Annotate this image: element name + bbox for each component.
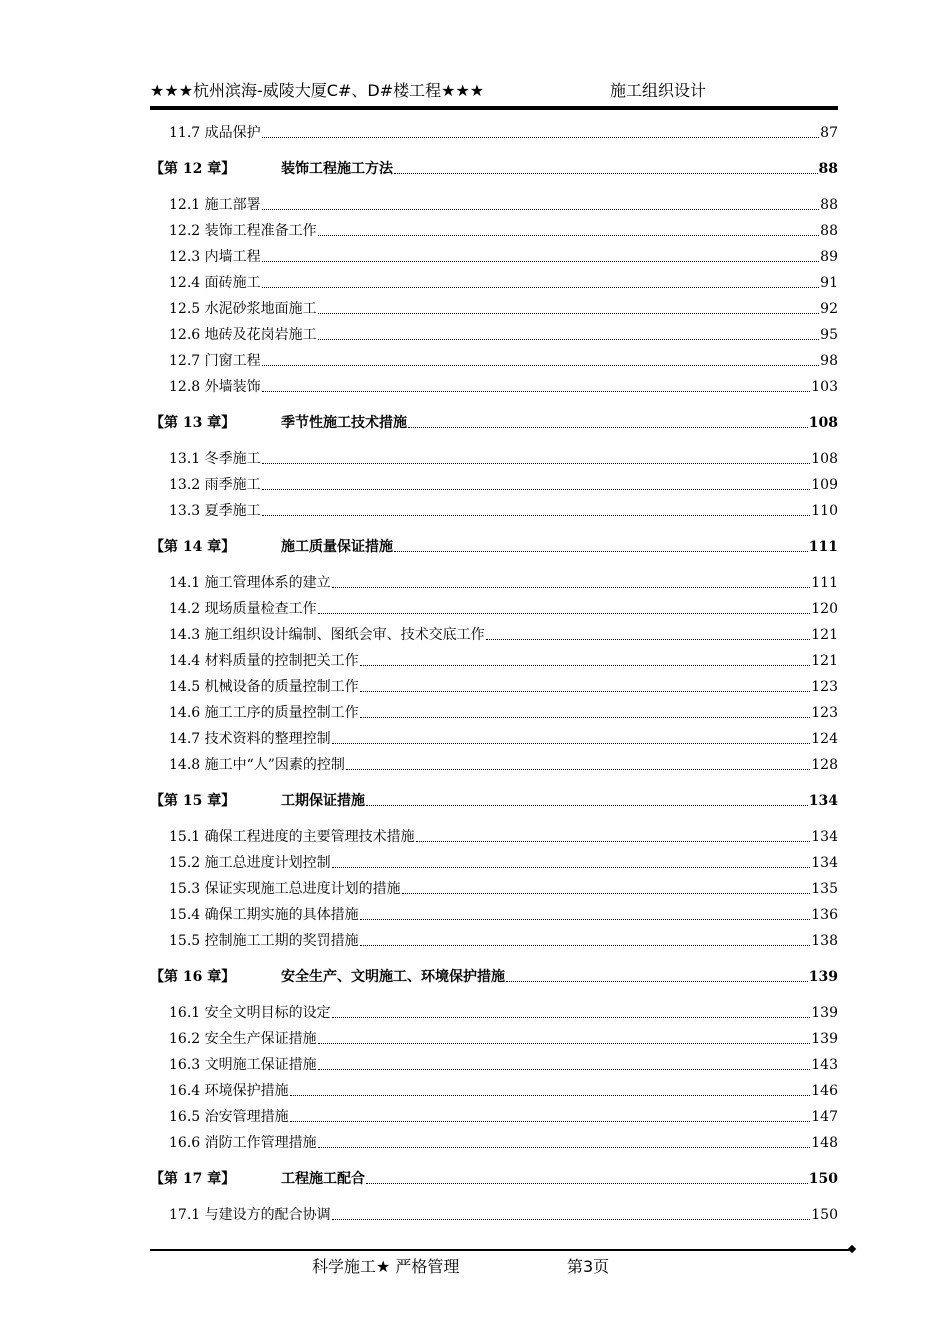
toc-section-entry[interactable] bbox=[150, 270, 838, 292]
toc-section-entry[interactable] bbox=[150, 674, 838, 696]
toc-section-entry[interactable] bbox=[150, 752, 838, 774]
toc-page-number: 91 bbox=[820, 275, 838, 291]
toc-chapter-entry[interactable] bbox=[150, 964, 838, 986]
toc-dot-leader bbox=[394, 551, 808, 552]
toc-section-entry[interactable] bbox=[150, 876, 838, 898]
toc-section-label: 16.5 治安管理措施 bbox=[169, 1109, 289, 1125]
toc-section-entry[interactable] bbox=[150, 1026, 838, 1048]
toc-dot-leader bbox=[506, 981, 808, 982]
toc-page-number: 87 bbox=[820, 125, 838, 141]
toc-page-number: 103 bbox=[811, 379, 838, 395]
toc-section-entry[interactable] bbox=[150, 928, 838, 950]
toc-page-number: 128 bbox=[811, 757, 838, 773]
toc-section-label: 16.1 安全文明目标的设定 bbox=[169, 1005, 331, 1021]
toc-section-label: 14.6 施工工序的质量控制工作 bbox=[169, 705, 359, 721]
header-rule bbox=[150, 106, 838, 110]
toc-section-entry[interactable] bbox=[150, 192, 838, 214]
toc-page-number: 98 bbox=[820, 353, 838, 369]
toc-chapter-title: 季节性施工技术措施 bbox=[281, 415, 407, 431]
toc-dot-leader bbox=[262, 515, 811, 516]
toc-dot-leader bbox=[402, 893, 811, 894]
toc-page-number: 136 bbox=[811, 907, 838, 923]
toc-chapter-title: 工期保证措施 bbox=[281, 793, 365, 809]
toc-chapter-label bbox=[150, 538, 393, 556]
toc-page-number: 123 bbox=[811, 705, 838, 721]
toc-dot-leader bbox=[318, 613, 811, 614]
toc-page-number: 109 bbox=[811, 477, 838, 493]
toc-page-number: 95 bbox=[820, 327, 838, 343]
toc-section-label: 12.8 外墙装饰 bbox=[169, 379, 261, 395]
toc-dot-leader bbox=[262, 209, 820, 210]
toc-dot-leader bbox=[416, 841, 811, 842]
toc-page-number: 92 bbox=[820, 301, 838, 317]
toc-section-entry[interactable] bbox=[150, 348, 838, 370]
toc-chapter-label bbox=[150, 792, 365, 810]
toc-section-entry[interactable] bbox=[150, 1052, 838, 1074]
toc-section-label: 12.1 施工部署 bbox=[169, 197, 261, 213]
toc-page-number: 139 bbox=[811, 1005, 838, 1021]
toc-chapter-entry[interactable] bbox=[150, 788, 838, 810]
toc-chapter-entry[interactable] bbox=[150, 534, 838, 556]
toc-section-entry[interactable] bbox=[150, 850, 838, 872]
toc-chapter-number: 【第 12 章】 bbox=[150, 161, 236, 177]
toc-chapter-number: 【第 17 章】 bbox=[150, 1171, 236, 1187]
toc-section-entry[interactable] bbox=[150, 322, 838, 344]
toc-page-number: 110 bbox=[811, 503, 838, 519]
toc-page-number: 139 bbox=[808, 969, 838, 985]
toc-page-number: 108 bbox=[811, 451, 838, 467]
toc-page-number: 111 bbox=[811, 575, 838, 591]
toc-page-number: 150 bbox=[808, 1171, 838, 1187]
toc-section-label: 15.2 施工总进度计划控制 bbox=[169, 855, 331, 871]
toc-section-entry[interactable] bbox=[150, 296, 838, 318]
document-title: 施工组织设计 bbox=[610, 81, 707, 100]
toc-dot-leader bbox=[318, 1147, 811, 1148]
toc-section-entry[interactable] bbox=[150, 596, 838, 618]
toc-section-entry[interactable] bbox=[150, 1130, 838, 1152]
page-header bbox=[150, 78, 838, 108]
toc-page-number: 134 bbox=[811, 855, 838, 871]
toc-dot-leader bbox=[366, 805, 808, 806]
page-number: 第3页 bbox=[567, 1257, 610, 1276]
toc-page-number: 124 bbox=[811, 731, 838, 747]
toc-chapter-label bbox=[150, 1170, 365, 1188]
toc-section-label: 16.2 安全生产保证措施 bbox=[169, 1031, 317, 1047]
toc-section-label: 16.4 环境保护措施 bbox=[169, 1083, 289, 1099]
toc-chapter-label bbox=[150, 414, 407, 432]
toc-dot-leader bbox=[360, 691, 811, 692]
toc-dot-leader bbox=[360, 919, 811, 920]
toc-section-entry[interactable] bbox=[150, 648, 838, 670]
toc-page-number: 143 bbox=[811, 1057, 838, 1073]
toc-dot-leader bbox=[262, 391, 811, 392]
toc-page-number: 88 bbox=[820, 197, 838, 213]
toc-page-number: 120 bbox=[811, 601, 838, 617]
toc-dot-leader bbox=[332, 743, 811, 744]
toc-dot-leader bbox=[332, 1219, 811, 1220]
toc-page-number: 89 bbox=[820, 249, 838, 265]
toc-dot-leader bbox=[394, 173, 818, 174]
toc-dot-leader bbox=[366, 1183, 808, 1184]
toc-dot-leader bbox=[332, 1017, 811, 1018]
toc-section-label: 12.6 地砖及花岗岩施工 bbox=[169, 327, 317, 343]
toc-dot-leader bbox=[262, 137, 820, 138]
toc-section-label: 14.3 施工组织设计编制、图纸会审、技术交底工作 bbox=[169, 627, 485, 643]
toc-dot-leader bbox=[262, 261, 820, 262]
toc-dot-leader bbox=[262, 489, 811, 490]
toc-page-number: 134 bbox=[808, 793, 838, 809]
toc-chapter-entry[interactable] bbox=[150, 156, 838, 178]
footer-motto: 科学施工★ 严格管理 bbox=[312, 1257, 460, 1276]
toc-section-entry[interactable] bbox=[150, 1104, 838, 1126]
toc-section-label: 14.5 机械设备的质量控制工作 bbox=[169, 679, 359, 695]
toc-dot-leader bbox=[318, 313, 820, 314]
toc-section-label: 16.3 文明施工保证措施 bbox=[169, 1057, 317, 1073]
toc-section-entry[interactable] bbox=[150, 446, 838, 468]
toc-section-label: 15.5 控制施工工期的奖罚措施 bbox=[169, 933, 359, 949]
toc-chapter-number: 【第 16 章】 bbox=[150, 969, 236, 985]
toc-page-number: 121 bbox=[811, 653, 838, 669]
toc-page-number: 147 bbox=[811, 1109, 838, 1125]
toc-section-label: 12.4 面砖施工 bbox=[169, 275, 261, 291]
toc-section-entry[interactable] bbox=[150, 700, 838, 722]
toc-dot-leader bbox=[408, 427, 808, 428]
toc-section-label: 14.8 施工中“人”因素的控制 bbox=[169, 757, 345, 773]
toc-section-entry[interactable] bbox=[150, 726, 838, 748]
toc-dot-leader bbox=[262, 287, 820, 288]
toc-section-label: 13.1 冬季施工 bbox=[169, 451, 261, 467]
toc-chapter-label bbox=[150, 160, 393, 178]
toc-section-label: 14.2 现场质量检查工作 bbox=[169, 601, 317, 617]
toc-chapter-entry[interactable] bbox=[150, 1166, 838, 1188]
toc-section-label: 14.4 材料质量的控制把关工作 bbox=[169, 653, 359, 669]
toc-chapter-label bbox=[150, 968, 505, 986]
toc-dot-leader bbox=[318, 339, 820, 340]
toc-page-number: 150 bbox=[811, 1207, 838, 1223]
toc-chapter-entry[interactable] bbox=[150, 410, 838, 432]
footer-rule bbox=[150, 1249, 853, 1251]
toc-chapter-title: 工程施工配合 bbox=[281, 1171, 365, 1187]
toc-dot-leader bbox=[262, 463, 811, 464]
toc-section-label: 14.1 施工管理体系的建立 bbox=[169, 575, 331, 591]
toc-page-number: 111 bbox=[808, 539, 838, 555]
toc-page-number: 108 bbox=[808, 415, 838, 431]
toc-section-entry[interactable] bbox=[150, 120, 838, 142]
toc-chapter-number: 【第 14 章】 bbox=[150, 539, 236, 555]
toc-section-label: 12.7 门窗工程 bbox=[169, 353, 261, 369]
toc-page-number: 88 bbox=[818, 161, 838, 177]
toc-dot-leader bbox=[290, 1095, 811, 1096]
toc-chapter-title: 装饰工程施工方法 bbox=[281, 161, 393, 177]
toc-dot-leader bbox=[318, 235, 820, 236]
toc-chapter-title: 施工质量保证措施 bbox=[281, 539, 393, 555]
toc-page-number: 135 bbox=[811, 881, 838, 897]
toc-section-label: 15.3 保证实现施工总进度计划的措施 bbox=[169, 881, 401, 897]
toc-section-label: 14.7 技术资料的整理控制 bbox=[169, 731, 331, 747]
toc-page-number: 138 bbox=[811, 933, 838, 949]
toc-section-entry[interactable] bbox=[150, 218, 838, 240]
toc-section-label: 16.6 消防工作管理措施 bbox=[169, 1135, 317, 1151]
toc-section-entry[interactable] bbox=[150, 1078, 838, 1100]
toc-section-label: 12.5 水泥砂浆地面施工 bbox=[169, 301, 317, 317]
toc-section-entry[interactable] bbox=[150, 374, 838, 396]
toc-page-number: 134 bbox=[811, 829, 838, 845]
toc-dot-leader bbox=[360, 945, 811, 946]
toc-dot-leader bbox=[290, 1121, 811, 1122]
toc-section-entry[interactable] bbox=[150, 472, 838, 494]
toc-section-label: 12.2 装饰工程准备工作 bbox=[169, 223, 317, 239]
toc-section-entry[interactable] bbox=[150, 824, 838, 846]
toc-dot-leader bbox=[318, 1043, 811, 1044]
toc-dot-leader bbox=[486, 639, 811, 640]
toc-dot-leader bbox=[318, 1069, 811, 1070]
toc-section-entry[interactable] bbox=[150, 1202, 838, 1224]
toc-page-number: 139 bbox=[811, 1031, 838, 1047]
footer-rule-end-marker bbox=[848, 1245, 856, 1253]
toc-page-number: 148 bbox=[811, 1135, 838, 1151]
toc-section-entry[interactable] bbox=[150, 244, 838, 266]
toc-dot-leader bbox=[332, 587, 811, 588]
toc-section-label: 17.1 与建设方的配合协调 bbox=[169, 1207, 331, 1223]
toc-page-number: 123 bbox=[811, 679, 838, 695]
toc-section-label: 15.1 确保工程进度的主要管理技术措施 bbox=[169, 829, 415, 845]
toc-section-label: 15.4 确保工期实施的具体措施 bbox=[169, 907, 359, 923]
toc-section-label: 12.3 内墙工程 bbox=[169, 249, 261, 265]
toc-page-number: 121 bbox=[811, 627, 838, 643]
toc-section-entry[interactable] bbox=[150, 902, 838, 924]
toc-page-number: 88 bbox=[820, 223, 838, 239]
toc-section-entry[interactable] bbox=[150, 1000, 838, 1022]
toc-section-entry[interactable] bbox=[150, 570, 838, 592]
toc-page-number: 146 bbox=[811, 1083, 838, 1099]
toc-section-label: 13.3 夏季施工 bbox=[169, 503, 261, 519]
toc-dot-leader bbox=[360, 665, 811, 666]
toc-chapter-number: 【第 13 章】 bbox=[150, 415, 236, 431]
toc-dot-leader bbox=[346, 769, 810, 770]
toc-section-label: 13.2 雨季施工 bbox=[169, 477, 261, 493]
toc-section-entry[interactable] bbox=[150, 622, 838, 644]
toc-section-label: 11.7 成品保护 bbox=[169, 125, 261, 141]
toc-chapter-title: 安全生产、文明施工、环境保护措施 bbox=[281, 969, 505, 985]
project-title: ★★★杭州滨海-威陵大厦C#、D#楼工程★★★ bbox=[150, 81, 485, 100]
toc-dot-leader bbox=[262, 365, 820, 366]
toc-section-entry[interactable] bbox=[150, 498, 838, 520]
toc-dot-leader bbox=[360, 717, 811, 718]
toc-chapter-number: 【第 15 章】 bbox=[150, 793, 236, 809]
toc-dot-leader bbox=[332, 867, 811, 868]
